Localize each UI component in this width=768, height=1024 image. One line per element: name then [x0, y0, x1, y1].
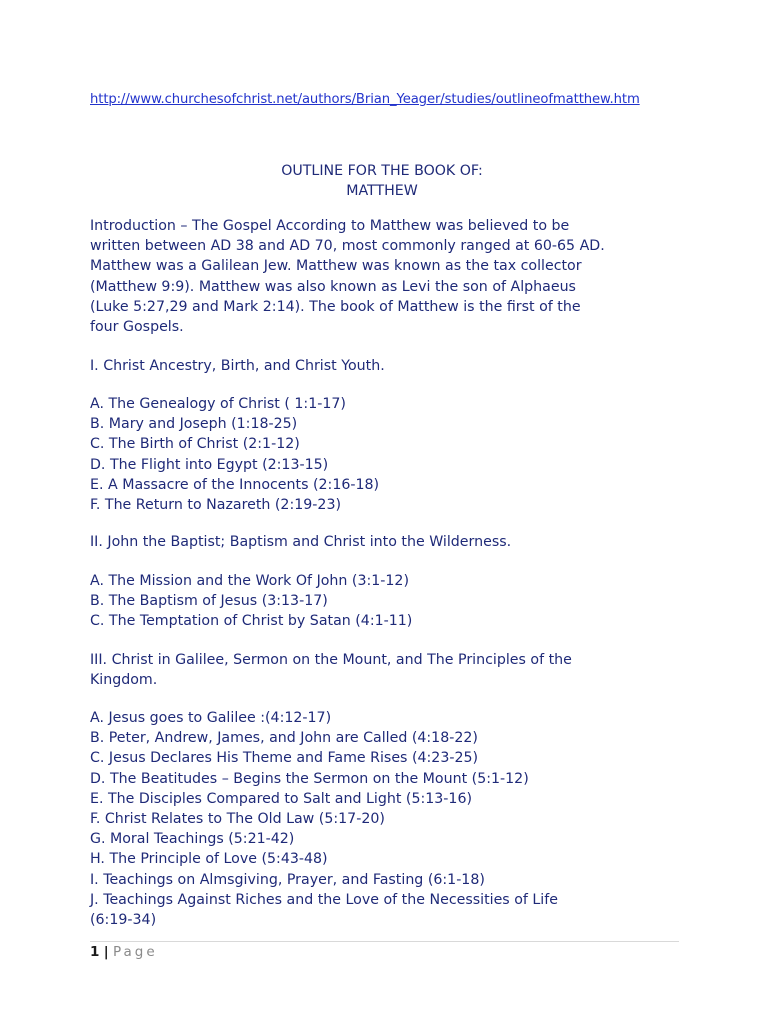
section-3-heading-line-1: III. Christ in Galilee, Sermon on the Mount, and The Principles of the — [90, 652, 572, 668]
footer-separator: | — [103, 944, 109, 960]
list-item: H. The Principle of Love (5:43-48) — [90, 851, 328, 868]
section-1-heading: I. Christ Ancestry, Birth, and Christ Youth. — [90, 358, 385, 374]
list-item: G. Moral Teachings (5:21-42) — [90, 831, 295, 848]
list-item-continuation: (6:19-34) — [90, 912, 157, 929]
list-item: F. Christ Relates to The Old Law (5:17-20) — [90, 811, 385, 828]
list-item: D. The Flight into Egypt (2:13-15) — [90, 456, 329, 473]
list-item: A. The Mission and the Work Of John (3:1-12) — [90, 573, 409, 589]
list-item: F. The Return to Nazareth (2:19-23) — [90, 497, 342, 514]
list-item: E. A Massacre of the Innocents (2:16-18) — [90, 476, 380, 493]
intro-line: (Luke 5:27,29 and Mark 2:14). The book of Matthew is the first of the — [90, 298, 581, 315]
intro-line: Matthew was a Galilean Jew. Matthew was known as the tax collector — [90, 258, 582, 275]
list-item: I. Teachings on Almsgiving, Prayer, and Fasting (6:1-18) — [90, 871, 485, 888]
page-footer — [90, 944, 158, 960]
list-item: B. Mary and Joseph (1:18-25) — [90, 416, 298, 433]
intro-line: written between AD 38 and AD 70, most commonly ranged at 60-65 AD. — [90, 238, 605, 255]
page-label: Page — [112, 944, 158, 960]
section-2-heading: II. John the Baptist; Baptism and Christ into the Wilderness. — [90, 534, 512, 550]
list-item: D. The Beatitudes – Begins the Sermon on the Mount (5:1-12) — [90, 770, 529, 787]
intro-line: Introduction – The Gospel According to Matthew was believed to be — [90, 218, 570, 234]
list-item: C. The Birth of Christ (2:1-12) — [90, 436, 300, 453]
list-item: E. The Disciples Compared to Salt and Light (5:13-16) — [90, 790, 473, 807]
source-url-link[interactable]: http://www.churchesofchrist.net/authors/Brian_Yeager/studies/outlineofmatthew.htm — [90, 92, 640, 107]
introduction-paragraph — [90, 216, 690, 337]
footer-divider — [90, 941, 679, 942]
list-item: B. Peter, Andrew, James, and John are Called (4:18-22) — [90, 730, 478, 747]
section-3-heading-line-2: Kingdom. — [90, 672, 158, 689]
section-1-list — [90, 394, 690, 515]
list-item: B. The Baptism of Jesus (3:13-17) — [90, 593, 328, 610]
section-2-list — [90, 571, 690, 632]
section-3-heading — [90, 650, 690, 690]
list-item: A. The Genealogy of Christ ( 1:1-17) — [90, 396, 346, 412]
list-item: A. Jesus goes to Galilee :(4:12-17) — [90, 710, 332, 726]
document-title — [90, 161, 674, 201]
list-item: C. The Temptation of Christ by Satan (4:1-11) — [90, 613, 413, 630]
title-line-1: OUTLINE FOR THE BOOK OF: — [281, 163, 483, 179]
intro-line: (Matthew 9:9). Matthew was also known as Levi the son of Alphaeus — [90, 278, 576, 295]
section-3-list — [90, 708, 690, 930]
list-item: C. Jesus Declares His Theme and Fame Rises (4:23-25) — [90, 750, 479, 767]
list-item: J. Teachings Against Riches and the Love of the Necessities of Life — [90, 891, 558, 908]
intro-line: four Gospels. — [90, 319, 184, 336]
title-line-2: MATTHEW — [346, 183, 418, 199]
page-number: 1 — [90, 944, 100, 960]
